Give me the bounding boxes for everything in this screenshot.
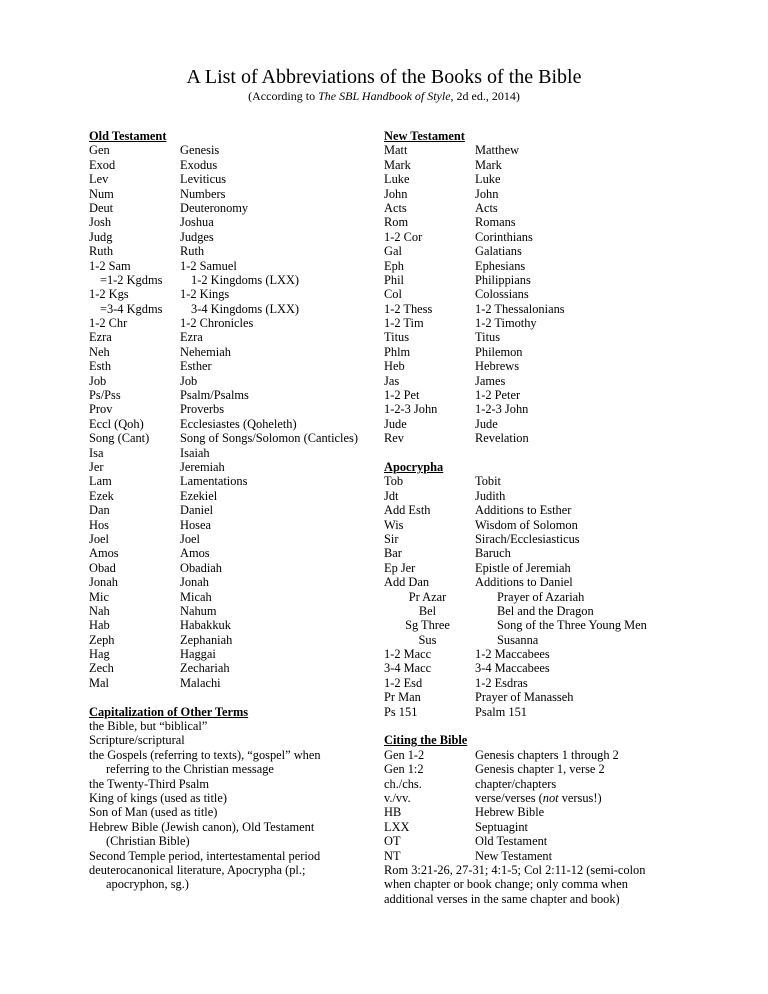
ot-row [89, 590, 369, 604]
ot-abbr: Jonah [89, 575, 118, 590]
ot-abbr: Mal [89, 675, 109, 690]
cite-row [384, 762, 684, 776]
nt-name: Ephesians [475, 258, 526, 273]
ot-row [89, 532, 369, 546]
ot-row [89, 489, 369, 503]
ap-abbr: Tob [384, 474, 404, 489]
ot-name: 1-2 Samuel [180, 258, 237, 273]
ot-name: 1-2 Chronicles [180, 316, 254, 331]
capitalization-heading: Capitalization of Other Terms [89, 704, 249, 719]
ot-row-sub [89, 302, 369, 316]
ot-name: Haggai [180, 647, 216, 662]
ap-abbr: Bar [384, 546, 402, 561]
ot-abbr: Joel [89, 531, 109, 546]
nt-abbr: Jas [384, 373, 400, 388]
cite-row [384, 777, 684, 791]
cite-abbr: v./vv. [384, 790, 411, 805]
ot-row [89, 546, 369, 560]
nt-abbr: Col [384, 287, 402, 302]
left-column [89, 129, 369, 892]
ot-name: Deuteronomy [180, 200, 249, 215]
ot-row [89, 561, 369, 575]
ap-name: Epistle of Jeremiah [475, 560, 571, 575]
ap-name: Prayer of Manasseh [475, 690, 574, 705]
ap-abbr: Sus [418, 632, 437, 647]
cite-meaning [475, 791, 602, 805]
ap-name: Song of the Three Young Men [497, 618, 647, 633]
cite-abbr: LXX [384, 819, 410, 834]
ot-name: Exodus [180, 157, 218, 172]
nt-abbr: 1-2-3 John [384, 402, 438, 417]
citation-note-line: additional verses in the same chapter and book) [384, 891, 620, 906]
ot-row [89, 402, 369, 416]
ap-name: Psalm 151 [475, 704, 527, 719]
nt-abbr: Gal [384, 244, 402, 259]
apocrypha-heading: Apocrypha [384, 459, 444, 474]
cap-line: the Gospels (referring to texts), “gospel” when [89, 747, 321, 762]
ap-name: Additions to Esther [475, 503, 572, 518]
nt-row [384, 417, 684, 431]
nt-abbr: Rom [384, 215, 409, 230]
cap-line-continued: referring to the Christian message [106, 762, 274, 777]
nt-row [384, 172, 684, 186]
nt-row [384, 345, 684, 359]
ap-row [384, 474, 684, 488]
right-column [384, 129, 684, 906]
ot-abbr: Exod [89, 157, 116, 172]
nt-name: Corinthians [475, 229, 533, 244]
nt-row [384, 359, 684, 373]
nt-name: Philemon [475, 344, 523, 359]
ap-abbr: Ep Jer [384, 560, 416, 575]
nt-abbr: Matt [384, 143, 408, 158]
nt-name: Revelation [475, 431, 529, 446]
cite-row [384, 805, 684, 819]
page-title: A List of Abbreviations of the Books of the Bible [186, 66, 582, 88]
ap-name: Prayer of Azariah [497, 589, 585, 604]
page-subtitle [0, 89, 768, 103]
nt-row [384, 431, 684, 445]
nt-name: James [475, 373, 506, 388]
ot-row [89, 661, 369, 675]
ot-name: Isaiah [180, 445, 210, 460]
nt-name: 1-2-3 John [475, 402, 529, 417]
nt-name: Acts [475, 200, 498, 215]
ap-name: Judith [475, 488, 506, 503]
ap-row [384, 532, 684, 546]
ot-abbr: Ezek [89, 488, 114, 503]
ot-abbr: =3-4 Kgdms [100, 301, 163, 316]
nt-abbr: Luke [384, 172, 410, 187]
nt-abbr: 1-2 Tim [384, 316, 424, 331]
ot-name: Micah [180, 589, 212, 604]
ot-name: Joel [180, 531, 200, 546]
nt-name: Jude [475, 416, 498, 431]
nt-row [384, 259, 684, 273]
ot-row-sub [89, 273, 369, 287]
citation-note-line: Rom 3:21-26, 27-31; 4:1-5; Col 2:11-12 (semi-colon [384, 862, 646, 877]
ot-name: Ezra [180, 330, 203, 345]
ot-name: Psalm/Psalms [180, 388, 249, 403]
cite-meaning-prefix: verse/verses ( [475, 790, 543, 805]
ot-name: Proverbs [180, 402, 225, 417]
ap-row-sub [384, 604, 684, 618]
ot-row [89, 143, 369, 157]
nt-abbr: Heb [384, 359, 405, 374]
nt-name: 1-2 Peter [475, 388, 521, 403]
ap-abbr: 1-2 Esd [384, 675, 423, 690]
ap-name: Additions to Daniel [475, 575, 573, 590]
ap-row [384, 575, 684, 589]
ot-abbr: Jer [89, 459, 104, 474]
ap-name: 1-2 Esdras [475, 675, 528, 690]
ot-abbr: 1-2 Kgs [89, 287, 129, 302]
nt-name: Philippians [475, 272, 531, 287]
ot-name: Leviticus [180, 172, 227, 187]
cite-meaning: New Testament [475, 848, 553, 863]
cite-abbr: OT [384, 834, 401, 849]
nt-name: 1-2 Timothy [475, 316, 537, 331]
ot-name: Judges [180, 229, 214, 244]
ot-name: Obadiah [180, 560, 222, 575]
nt-name: Mark [475, 157, 502, 172]
cap-line: Son of Man (used as title) [89, 805, 218, 820]
cite-meaning: Old Testament [475, 834, 548, 849]
cap-line: King of kings (used as title) [89, 791, 227, 806]
ot-abbr: Dan [89, 503, 110, 518]
nt-row [384, 388, 684, 402]
ot-name: Amos [180, 546, 210, 561]
ot-row [89, 518, 369, 532]
ot-name: Job [180, 373, 198, 388]
ot-abbr: Mic [89, 589, 109, 604]
ot-name: Ruth [180, 244, 205, 259]
nt-row [384, 230, 684, 244]
ot-abbr: Ruth [89, 244, 114, 259]
capitalization-list [89, 719, 369, 892]
ot-row [89, 345, 369, 359]
ot-row [89, 618, 369, 632]
ot-row [89, 330, 369, 344]
nt-row [384, 402, 684, 416]
ot-row [89, 460, 369, 474]
ot-name: Zechariah [180, 661, 230, 676]
citation-note-line: when chapter or book change; only comma when [384, 877, 628, 892]
ot-abbr: Nah [89, 603, 110, 618]
ot-row [89, 287, 369, 301]
ot-row [89, 201, 369, 215]
ap-row [384, 705, 684, 719]
ap-row [384, 489, 684, 503]
ot-abbr: Num [89, 186, 114, 201]
nt-row [384, 143, 684, 157]
ot-name: Hosea [180, 517, 211, 532]
nt-abbr: Rev [384, 431, 404, 446]
ot-abbr: Obad [89, 560, 116, 575]
ap-row-sub [384, 590, 684, 604]
ot-row [89, 215, 369, 229]
ap-row-sub [384, 633, 684, 647]
ot-abbr: Judg [89, 229, 113, 244]
ap-name: 1-2 Maccabees [475, 647, 550, 662]
cite-row [384, 820, 684, 834]
ap-abbr: Add Esth [384, 503, 431, 518]
apocrypha-list [384, 474, 684, 719]
ap-abbr: Bel [418, 603, 437, 618]
ot-name: Numbers [180, 186, 226, 201]
cite-meaning-suffix: versus!) [558, 790, 602, 805]
ot-abbr: Ps/Pss [89, 388, 121, 403]
ap-row-sub [384, 618, 684, 632]
ot-row [89, 388, 369, 402]
nt-abbr: Eph [384, 258, 404, 273]
nt-abbr: 1-2 Pet [384, 388, 420, 403]
citing-list [384, 748, 684, 906]
ot-abbr: Zeph [89, 632, 115, 647]
ap-name: Tobit [475, 474, 501, 489]
ap-name: Baruch [475, 546, 511, 561]
nt-abbr: Jude [384, 416, 407, 431]
ap-name: Sirach/Ecclesiasticus [475, 531, 580, 546]
ot-name: Lamentations [180, 474, 248, 489]
ot-name: Zephaniah [180, 632, 233, 647]
nt-row [384, 287, 684, 301]
citing-heading: Citing the Bible [384, 733, 468, 748]
ot-abbr: Eccl (Qoh) [89, 416, 144, 431]
ot-name: Ecclesiastes (Qoheleth) [180, 416, 297, 431]
ot-abbr: Amos [89, 546, 119, 561]
old-testament-heading: Old Testament [89, 129, 167, 143]
ot-name: Song of Songs/Solomon (Canticles) [180, 431, 358, 446]
ap-name: Wisdom of Solomon [475, 517, 578, 532]
ot-name: Genesis [180, 143, 220, 158]
ot-abbr: Gen [89, 143, 110, 158]
ot-row [89, 417, 369, 431]
cite-row [384, 834, 684, 848]
ot-abbr: =1-2 Kgdms [100, 272, 163, 287]
ot-abbr: Neh [89, 344, 110, 359]
ot-name: Joshua [180, 215, 214, 230]
ap-name: 3-4 Maccabees [475, 661, 550, 676]
nt-abbr: 1-2 Thess [384, 301, 433, 316]
cap-line: deuterocanonical literature, Apocrypha (pl.; [89, 863, 306, 878]
nt-name: Luke [475, 172, 501, 187]
cap-line-continued: (Christian Bible) [106, 834, 190, 849]
ot-abbr: Esth [89, 359, 112, 374]
ot-abbr: Job [89, 373, 107, 388]
ot-name: Jeremiah [180, 459, 225, 474]
ot-row [89, 359, 369, 373]
ot-name: Habakkuk [180, 618, 231, 633]
nt-abbr: John [384, 186, 408, 201]
ot-row [89, 633, 369, 647]
ot-name: Nehemiah [180, 344, 231, 359]
ot-row [89, 172, 369, 186]
nt-row [384, 215, 684, 229]
ot-name: 1-2 Kings [180, 287, 230, 302]
ap-row [384, 561, 684, 575]
ap-abbr: Pr Azar [408, 589, 447, 604]
ap-row [384, 647, 684, 661]
cap-line: Second Temple period, intertestamental period [89, 848, 321, 863]
ot-abbr: Lam [89, 474, 112, 489]
ot-abbr: Deut [89, 200, 114, 215]
cite-abbr: Gen 1-2 [384, 747, 425, 762]
nt-row [384, 244, 684, 258]
ot-row [89, 503, 369, 517]
nt-abbr: 1-2 Cor [384, 229, 423, 244]
ap-abbr: Sg Three [405, 618, 450, 633]
ot-abbr: Zech [89, 661, 114, 676]
ap-abbr: Wis [384, 517, 404, 532]
ap-row [384, 518, 684, 532]
ot-abbr: Song (Cant) [89, 431, 150, 446]
ot-row [89, 230, 369, 244]
nt-name: Titus [475, 330, 501, 345]
nt-abbr: Mark [384, 157, 411, 172]
ot-name: 3-4 Kingdoms (LXX) [191, 301, 300, 316]
nt-row [384, 330, 684, 344]
ot-name: Nahum [180, 603, 217, 618]
ap-row [384, 661, 684, 675]
ot-abbr: Isa [89, 445, 104, 460]
ot-row [89, 647, 369, 661]
ot-row [89, 474, 369, 488]
cap-line: the Bible, but “biblical” [89, 719, 208, 734]
ot-row [89, 446, 369, 460]
nt-row [384, 273, 684, 287]
cap-line: Scripture/scriptural [89, 733, 185, 748]
ot-name: Jonah [180, 575, 209, 590]
ot-abbr: Prov [89, 402, 113, 417]
nt-row [384, 158, 684, 172]
ap-abbr: Sir [384, 531, 399, 546]
cite-meaning: Genesis chapter 1, verse 2 [475, 762, 605, 777]
nt-abbr: Phil [384, 272, 404, 287]
ap-name: Susanna [497, 632, 539, 647]
old-testament-list [89, 143, 369, 690]
ot-name: 1-2 Kingdoms (LXX) [191, 272, 300, 287]
cite-meaning: chapter/chapters [475, 776, 557, 791]
ap-name: Bel and the Dragon [497, 603, 594, 618]
nt-row [384, 201, 684, 215]
ot-abbr: Josh [89, 215, 112, 230]
nt-name: Colossians [475, 287, 529, 302]
ot-row [89, 575, 369, 589]
cite-row [384, 849, 684, 863]
cite-abbr: ch./chs. [384, 776, 422, 791]
ot-abbr: 1-2 Sam [89, 258, 131, 273]
subtitle-suffix: , 2d ed., 2014) [450, 89, 520, 103]
new-testament-heading: New Testament [384, 129, 465, 143]
ot-row [89, 244, 369, 258]
cap-line: the Twenty-Third Psalm [89, 776, 210, 791]
ot-abbr: Hab [89, 618, 110, 633]
cite-abbr: HB [384, 805, 402, 820]
ot-name: Ezekiel [180, 488, 218, 503]
nt-abbr: Acts [384, 200, 407, 215]
cite-meaning-emphasis: not [542, 790, 559, 805]
cite-abbr: NT [384, 848, 401, 863]
ot-name: Malachi [180, 675, 221, 690]
nt-row [384, 302, 684, 316]
subtitle-prefix: (According to [248, 89, 319, 103]
ot-name: Daniel [180, 503, 214, 518]
ot-abbr: Ezra [89, 330, 112, 345]
cite-meaning: Genesis chapters 1 through 2 [475, 747, 619, 762]
nt-abbr: Titus [384, 330, 410, 345]
ap-row [384, 676, 684, 690]
nt-name: Galatians [475, 244, 522, 259]
subtitle-book: The SBL Handbook of Style [318, 89, 451, 103]
ap-abbr: 3-4 Macc [384, 661, 432, 676]
ot-row [89, 676, 369, 690]
nt-name: Matthew [475, 143, 520, 158]
cite-abbr: Gen 1:2 [384, 762, 424, 777]
nt-row [384, 374, 684, 388]
ot-abbr: Hag [89, 647, 110, 662]
nt-row [384, 316, 684, 330]
ap-row [384, 690, 684, 704]
new-testament-list [384, 143, 684, 445]
nt-name: Hebrews [475, 359, 520, 374]
ap-abbr: Add Dan [384, 575, 430, 590]
nt-row [384, 187, 684, 201]
ot-row [89, 187, 369, 201]
ot-row [89, 316, 369, 330]
cite-row [384, 791, 684, 805]
nt-name: Romans [475, 215, 516, 230]
ap-abbr: Pr Man [384, 690, 421, 705]
ot-row [89, 604, 369, 618]
nt-name: John [475, 186, 499, 201]
ap-abbr: Ps 151 [384, 704, 418, 719]
ot-row [89, 431, 369, 445]
ot-row [89, 158, 369, 172]
ap-abbr: Jdt [384, 488, 399, 503]
ap-row [384, 503, 684, 517]
cite-meaning: Hebrew Bible [475, 805, 545, 820]
ot-row [89, 374, 369, 388]
ap-row [384, 546, 684, 560]
cap-line-continued: apocryphon, sg.) [106, 877, 189, 892]
nt-abbr: Phlm [384, 344, 411, 359]
ot-row [89, 259, 369, 273]
ot-abbr: Hos [89, 517, 109, 532]
ot-abbr: 1-2 Chr [89, 316, 128, 331]
ap-abbr: 1-2 Macc [384, 647, 432, 662]
nt-name: 1-2 Thessalonians [475, 301, 565, 316]
cite-row [384, 748, 684, 762]
ot-name: Esther [180, 359, 212, 374]
cap-line: Hebrew Bible (Jewish canon), Old Testament [89, 819, 315, 834]
ot-abbr: Lev [89, 172, 109, 187]
cite-meaning: Septuagint [475, 819, 528, 834]
